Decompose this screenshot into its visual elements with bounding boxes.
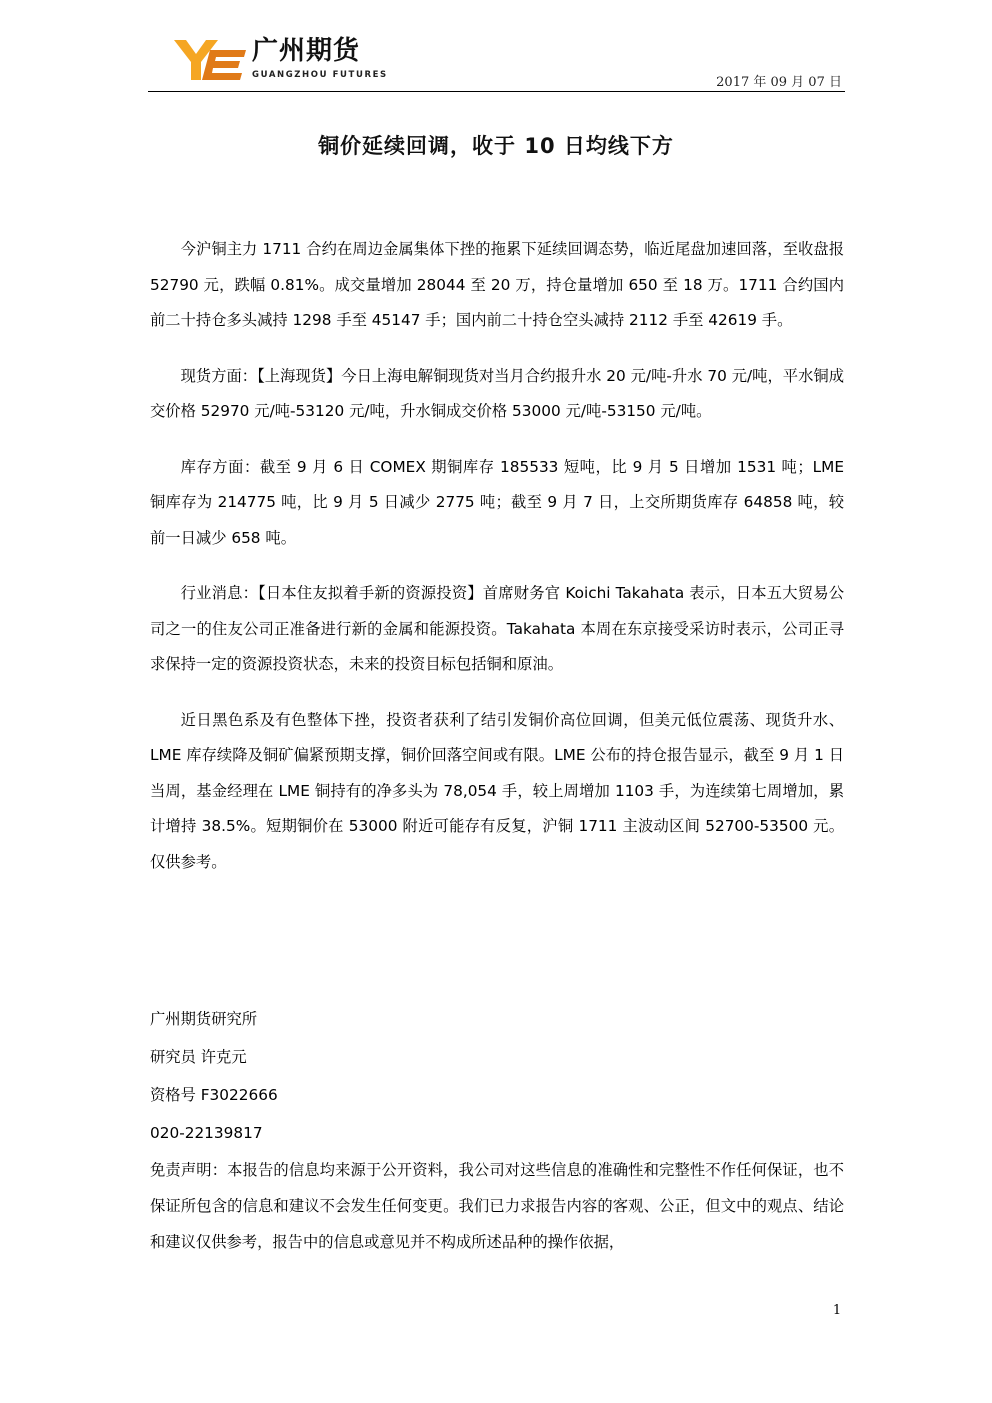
researcher-name: 研究员 许克元 (150, 1048, 247, 1066)
paragraph-industry-news: 行业消息：【日本住友拟着手新的资源投资】首席财务官 Koichi Takahata 表示，日本五大贸易公司之一的住友公司正准备进行新的金属和能源投资。Takahata 本周在东京接受采访时表示，公司正寻求保持一定的资源投资状态，未来的投资目标包括铜和原油。 (150, 584, 844, 673)
paragraph-inventory: 库存方面：截至 9 月 6 日 COMEX 期铜库存 185533 短吨，比 9 月 5 日增加 1531 吨；LME 铜库存为 214775 吨，比 9 月 5 日减少 2775 吨；截至 9 月 7 日，上交所期货库存 64858 吨，较前一日减少 658 吨。 (150, 457, 844, 547)
page-header (0, 0, 992, 100)
paragraph-spot: 现货方面：【上海现货】今日上海电解铜现货对当月合约报升水 20 元/吨-升水 70 元/吨，平水铜成交价格 52970 元/吨-53120 元/吨，升水铜成交价格 53000 元/吨-53150 元/吨。 (150, 366, 844, 420)
phone-number: 020-22139817 (150, 1124, 263, 1142)
report-title: 铜价延续回调，收于 10 日均线下方 (318, 134, 674, 158)
brand-name-en: GUANGZHOU FUTURES (252, 70, 388, 80)
page-number: 1 (832, 1303, 842, 1318)
report-footer (150, 1000, 844, 1260)
brand-name-cn: 广州期货 (252, 36, 361, 66)
institute-name: 广州期货研究所 (150, 1010, 258, 1028)
disclaimer-text: 免责声明：本报告的信息均来源于公开资料，我公司对这些信息的准确性和完整性不作任何保证，也不保证所包含的信息和建议不会发生任何变更。我们已力求报告内容的客观、公正，但文中的观点、结论和建议仅供参考，报告中的信息或意见并不构成所述品种的操作依据， (150, 1161, 844, 1251)
paragraph-outlook: 近日黑色系及有色整体下挫，投资者获利了结引发铜价高位回调，但美元低位震荡、现货升水、LME 库存续降及铜矿偏紧预期支撑，铜价回落空间或有限。LME 公布的持仓报告显示，截至 9 月 1 日当周，基金经理在 LME 铜持有的净多头为 78,054 手，较上周增加 1103 手，为连续第七周增加，累计增持 38.5%。短期铜价在 53000 附近可能存有反复，沪铜 1711 主波动区间 52700-53500 元。仅供参考。 (150, 710, 844, 871)
header-divider (148, 91, 845, 92)
report-date: 2017 年 09 月 07 日 (716, 75, 842, 90)
report-body (150, 232, 844, 900)
paragraph-market: 今沪铜主力 1711 合约在周边金属集体下挫的拖累下延续回调态势，临近尾盘加速回落，至收盘报 52790 元，跌幅 0.81%。成交量增加 28044 至 20 万，持仓量增加 650 至 18 万。1711 合约国内前二十持仓多头减持 1298 手至 45147 手；国内前二十持仓空头减持 2112 手至 42619 手。 (150, 240, 844, 329)
company-logo (174, 38, 246, 82)
license-number: 资格号 F3022666 (150, 1086, 278, 1104)
